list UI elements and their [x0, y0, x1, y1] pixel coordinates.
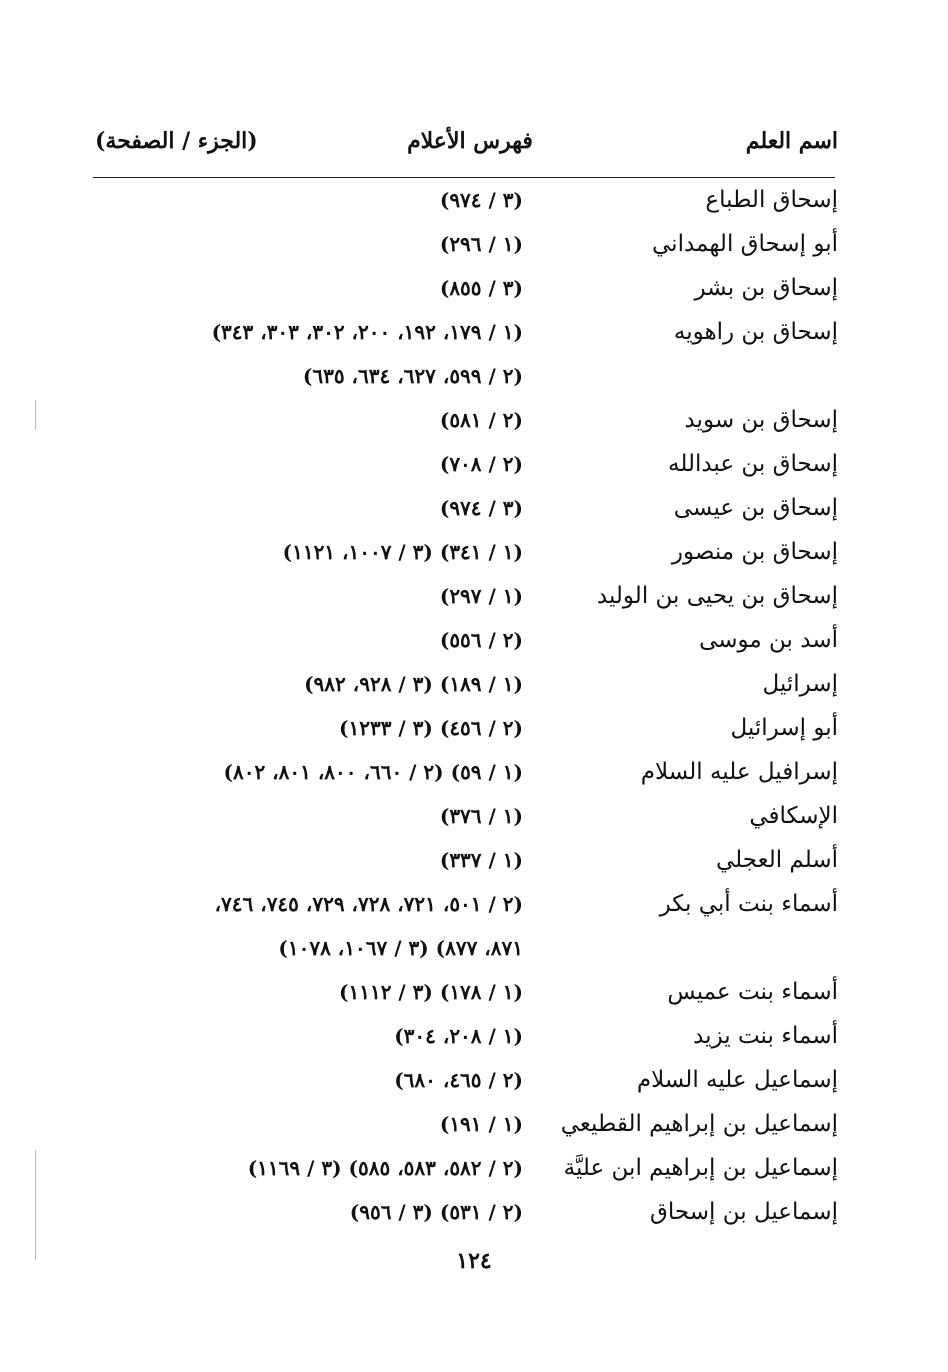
entry-references: (١ / ١٧٩، ١٩٢، ٢٠٠، ٣٠٢، ٣٠٣، ٣٤٣): [211, 320, 523, 344]
index-entry: [0, 926, 948, 970]
entry-references: (٣ / ٩٧٤): [439, 496, 523, 520]
entry-references: (٢ / ٥٣١) (٣ / ٩٥٦): [349, 1200, 523, 1224]
entry-name: أسد بن موسى: [699, 627, 838, 653]
index-entry: [0, 178, 948, 222]
entry-name: إسماعيل عليه السلام: [636, 1067, 838, 1093]
entry-references: (١ / ١٨٩) (٣ / ٩٢٨، ٩٨٢): [304, 672, 523, 696]
page-number: ١٢٤: [456, 1248, 492, 1274]
entry-name: أبو إسحاق الهمداني: [652, 231, 838, 257]
entry-references: (٢ / ٤٦٥، ٦٨٠): [394, 1068, 523, 1092]
index-entries: [0, 178, 948, 1234]
entry-name: أسماء بنت أبي بكر: [659, 891, 838, 917]
entry-name: أسماء بنت يزيد: [693, 1023, 838, 1049]
entry-name: إسماعيل بن إبراهيم القطيعي: [560, 1111, 838, 1137]
entry-references: (٣ / ٩٧٤): [439, 188, 523, 212]
entry-references: (١ / ٣٣٧): [439, 848, 523, 872]
entry-name: إسحاق بن عبدالله: [668, 451, 838, 477]
entry-name: إسماعيل بن إسحاق: [650, 1199, 838, 1225]
index-entry: [0, 1146, 948, 1190]
index-entry: [0, 970, 948, 1014]
index-entry: [0, 794, 948, 838]
index-entry: [0, 310, 948, 354]
entry-references: (١ / ١٩١): [439, 1112, 523, 1136]
entry-name: إسحاق الطباع: [705, 187, 838, 213]
index-entry: [0, 1190, 948, 1234]
entry-name: إسحاق بن سويد: [684, 407, 838, 433]
entry-name: أسماء بنت عميس: [667, 979, 838, 1005]
entry-name: إسحاق بن يحيى بن الوليد: [596, 583, 838, 609]
index-entry: [0, 1014, 948, 1058]
entry-references: (١ / ١٧٨) (٣ / ١١١٢): [339, 980, 523, 1004]
index-entry: [0, 1102, 948, 1146]
entry-name: أسلم العجلي: [715, 847, 838, 873]
entry-name: إسرافيل عليه السلام: [640, 759, 838, 785]
entry-references: (١ / ٥٩) (٢ / ٦٦٠، ٨٠٠، ٨٠١، ٨٠٢): [223, 760, 523, 784]
entry-name: الإسكافي: [749, 803, 838, 829]
entry-references: (٢ / ٥٨١): [439, 408, 523, 432]
index-entry: [0, 530, 948, 574]
entry-references: (٢ / ٥٥٦): [439, 628, 523, 652]
entry-references: ٨٧١، ٨٧٧) (٣ / ١٠٦٧، ١٠٧٨): [278, 936, 523, 960]
page-title: فهرس الأعلام: [407, 128, 533, 154]
index-entry: [0, 486, 948, 530]
index-entry: [0, 882, 948, 926]
entry-name: إسحاق بن عيسى: [673, 495, 838, 521]
index-entry: [0, 574, 948, 618]
entry-references: (١ / ٣٧٦): [439, 804, 523, 828]
index-entry: [0, 662, 948, 706]
scan-margin-mark: [35, 1150, 36, 1260]
index-entry: [0, 750, 948, 794]
column-header-name: اسم العلم: [745, 128, 838, 154]
entry-references: (٢ / ٥٩٩، ٦٢٧، ٦٣٤، ٦٣٥): [302, 364, 523, 388]
entry-references: (١ / ٢٠٨، ٣٠٤): [394, 1024, 523, 1048]
index-entry: [0, 442, 948, 486]
entry-name: إسرائيل: [762, 671, 838, 697]
entry-references: (١ / ٢٩٧): [439, 584, 523, 608]
index-entry: [0, 398, 948, 442]
index-entry: [0, 838, 948, 882]
index-entry: [0, 266, 948, 310]
index-entry: [0, 1058, 948, 1102]
entry-references: (١ / ٢٩٦): [439, 232, 523, 256]
entry-name: إسحاق بن راهويه: [673, 319, 838, 345]
index-entry: [0, 706, 948, 750]
entry-references: (١ / ٣٤١) (٣ / ١٠٠٧، ١١٢١): [282, 540, 523, 564]
entry-references: (٢ / ٧٠٨): [439, 452, 523, 476]
index-entry: [0, 354, 948, 398]
entry-references: (٢ / ٤٥٦) (٣ / ١٢٣٣): [339, 716, 523, 740]
index-entry: [0, 618, 948, 662]
index-entry: [0, 222, 948, 266]
entry-name: إسحاق بن بشر: [694, 275, 838, 301]
column-header-volume-page: (الجزء / الصفحة): [95, 128, 258, 154]
entry-name: أبو إسرائيل: [730, 715, 838, 741]
entry-references: (٣ / ٨٥٥): [439, 276, 523, 300]
scan-margin-mark: [35, 400, 36, 430]
entry-references: (٢ / ٥٨٢، ٥٨٣، ٥٨٥) (٣ / ١١٦٩): [247, 1156, 523, 1180]
entry-name: إسماعيل بن إبراهيم ابن عليَّة: [563, 1155, 838, 1181]
entry-name: إسحاق بن منصور: [671, 539, 838, 565]
entry-references: (٢ / ٥٠١، ٧٢١، ٧٢٨، ٧٢٩، ٧٤٥، ٧٤٦،: [214, 892, 523, 916]
